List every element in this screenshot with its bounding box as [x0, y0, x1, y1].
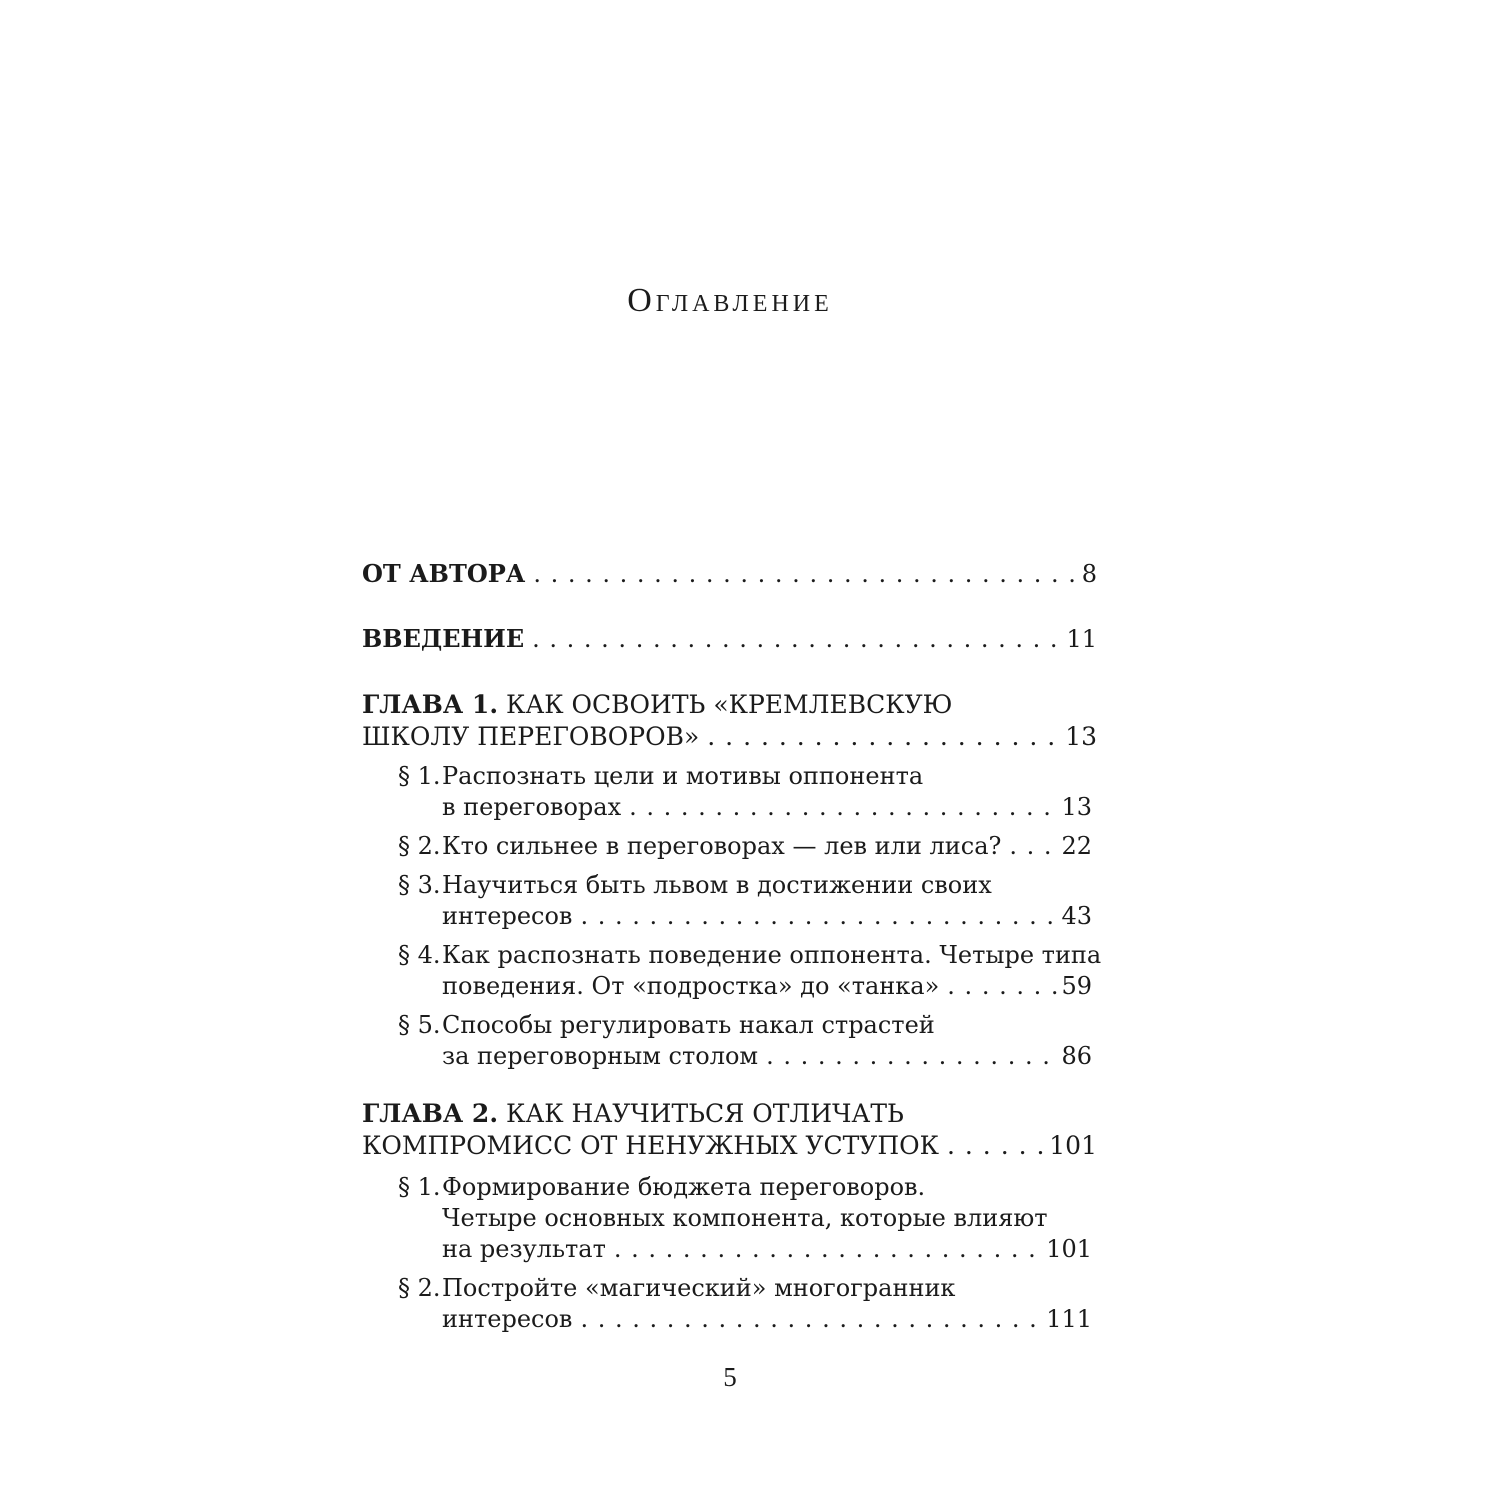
- section-title-line1: Как распознать поведение оппонента. Четыре типа: [442, 941, 1102, 969]
- toc-section: [398, 870, 1097, 932]
- section-title-line1: Способы регулировать накал страстей: [442, 1011, 935, 1039]
- section-number: § 3.: [398, 871, 441, 899]
- section-title-line1: Формирование бюджета переговоров.: [442, 1173, 926, 1201]
- toc-page-number: 13: [1065, 722, 1097, 751]
- section-number: § 1.: [398, 1173, 441, 1201]
- toc-entry-introduction: [362, 623, 1097, 655]
- section-title-line1: Научиться быть львом в достижении своих: [442, 871, 992, 899]
- toc-chapter-2: [362, 1098, 1097, 1162]
- section-title-line2: за переговорным столом: [442, 1042, 759, 1070]
- toc-page-number: 101: [1046, 1235, 1092, 1263]
- toc-page-number: 8: [1081, 560, 1097, 588]
- toc-page-number: 22: [1061, 832, 1092, 860]
- dot-leader: [580, 901, 1057, 932]
- dot-leader: [580, 1304, 1042, 1335]
- toc-page-number: 111: [1046, 1305, 1092, 1333]
- toc-page-number: 43: [1061, 902, 1092, 930]
- dot-leader: [532, 624, 1062, 655]
- toc-page-number: 101: [1049, 1131, 1097, 1160]
- dot-leader: [707, 721, 1061, 753]
- chapter-title-line2: ШКОЛУ ПЕРЕГОВОРОВ»: [362, 722, 700, 751]
- section-title-line2: поведения. От «подростка» до «танка»: [442, 972, 940, 1000]
- toc-page-number: 86: [1061, 1042, 1092, 1070]
- dot-leader: [629, 792, 1057, 823]
- section-number: § 4.: [398, 941, 441, 969]
- chapter-label: ГЛАВА 1.: [362, 690, 499, 719]
- dot-leader: [614, 1234, 1042, 1265]
- chapter-title-line1: КАК НАУЧИТЬСЯ ОТЛИЧАТЬ: [505, 1099, 904, 1128]
- toc-section: [398, 1273, 1097, 1335]
- section-title-line3: на результат: [442, 1235, 606, 1263]
- chapter-title-line1: КАК ОСВОИТЬ «КРЕМЛЕВСКУЮ: [505, 690, 953, 719]
- section-title-line1: Кто сильнее в переговорах — лев или лиса?: [442, 832, 1002, 860]
- section-number: § 1.: [398, 762, 441, 790]
- toc-section: [398, 831, 1097, 862]
- table-of-contents: [362, 558, 1102, 1335]
- toc-entry-label: ВВЕДЕНИЕ: [362, 624, 525, 653]
- toc-entry-label: ОТ АВТОРА: [362, 559, 526, 588]
- toc-section: [398, 1010, 1097, 1072]
- toc-page-number: 11: [1066, 625, 1097, 653]
- dot-leader: [766, 1041, 1057, 1072]
- toc-chapter-1: [362, 689, 1097, 753]
- page-number: 5: [723, 1362, 737, 1392]
- toc-entry-author: [362, 558, 1097, 590]
- section-title-line2: в переговорах: [442, 793, 622, 821]
- section-number: § 2.: [398, 832, 441, 860]
- toc-page-number: 59: [1061, 972, 1092, 1000]
- section-title-line1: Распознать цели и мотивы оппонента: [442, 762, 924, 790]
- section-number: § 5.: [398, 1011, 441, 1039]
- section-number: § 2.: [398, 1274, 441, 1302]
- toc-page-number: 13: [1061, 793, 1092, 821]
- dot-leader: [947, 1130, 1045, 1162]
- toc-section: [398, 940, 1102, 1002]
- section-title-line2: Четыре основных компонента, которые влияют: [442, 1204, 1048, 1232]
- dot-leader: [1009, 831, 1057, 862]
- section-title-line2: интересов: [442, 902, 573, 930]
- page-title: Оглавление: [627, 282, 833, 319]
- chapter-label: ГЛАВА 2.: [362, 1099, 499, 1128]
- section-title-line1: Постройте «магический» многогранник: [442, 1274, 956, 1302]
- dot-leader: [947, 971, 1057, 1002]
- section-title-line2: интересов: [442, 1305, 573, 1333]
- toc-section: [398, 761, 1097, 823]
- dot-leader: [533, 559, 1077, 590]
- toc-section: [398, 1172, 1097, 1265]
- chapter-title-line2: КОМПРОМИСС ОТ НЕНУЖНЫХ УСТУПОК: [362, 1131, 940, 1160]
